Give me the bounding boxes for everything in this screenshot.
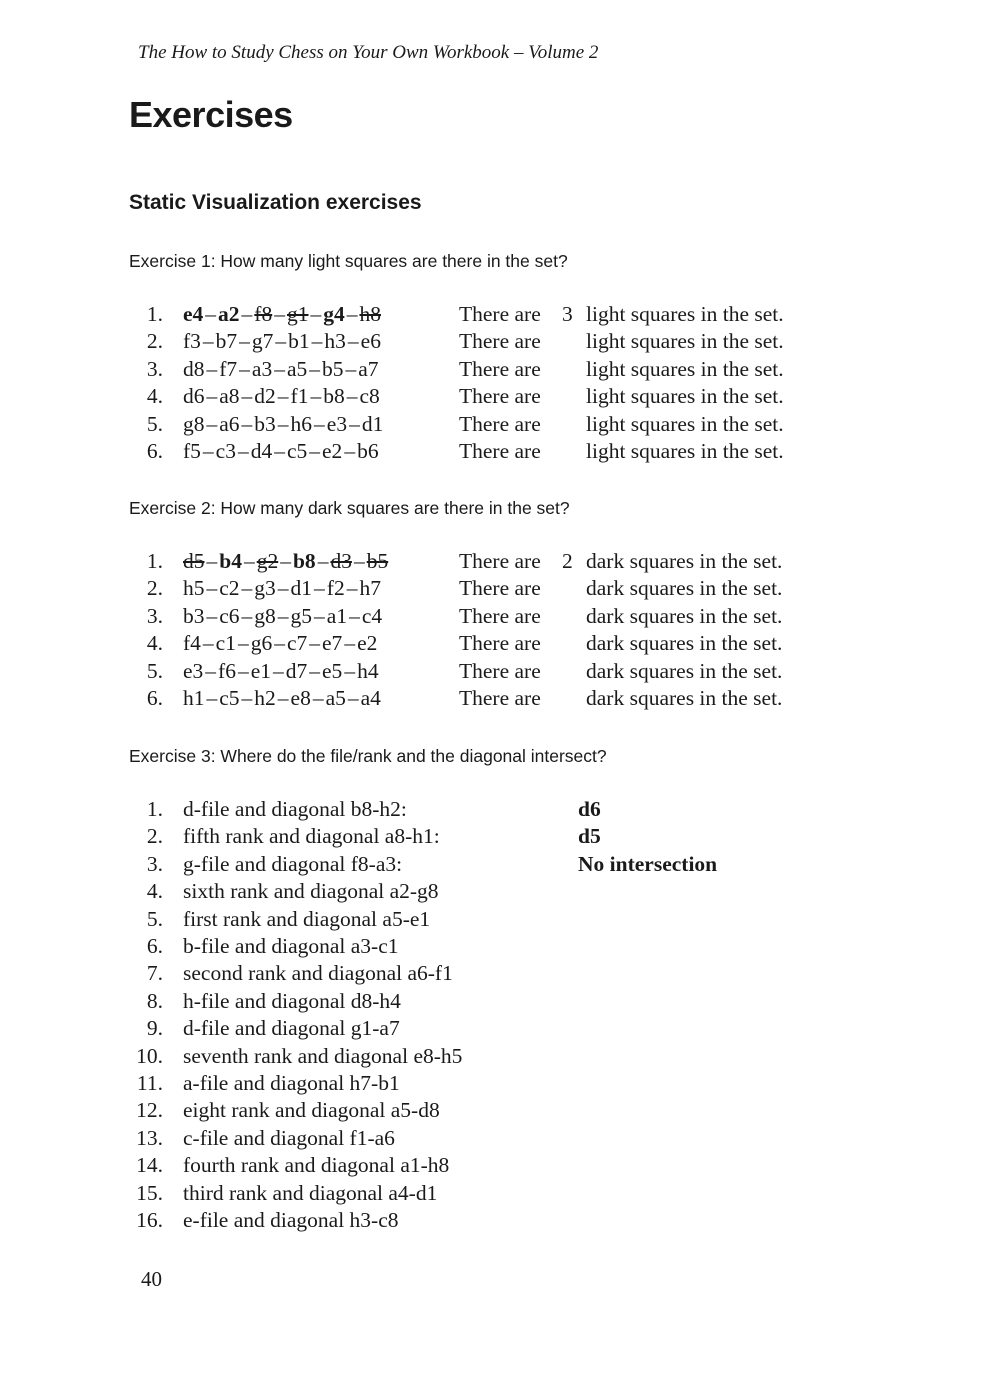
square-label: a4 xyxy=(360,686,381,710)
separator-dash: – xyxy=(237,439,249,463)
square-label: h1 xyxy=(183,686,205,710)
square-label: f8 xyxy=(254,302,273,326)
squares-suffix: light squares in the set. xyxy=(586,439,784,463)
exercise3-row xyxy=(0,1098,1000,1125)
separator-dash: – xyxy=(277,603,289,628)
square-label: a8 xyxy=(219,384,240,409)
square-label: b5 xyxy=(322,356,344,381)
square-label: e4 xyxy=(183,302,204,326)
square-sequence xyxy=(183,576,381,601)
separator-dash: – xyxy=(349,603,360,628)
separator-dash: – xyxy=(239,356,250,381)
separator-dash: – xyxy=(346,302,358,326)
squares-suffix: dark squares in the set. xyxy=(586,576,783,601)
exercise3-row xyxy=(0,824,1000,851)
square-label: d8 xyxy=(183,356,205,381)
exercise3-row xyxy=(0,852,1000,879)
page-number: 40 xyxy=(141,1267,162,1291)
square-label: f3 xyxy=(183,329,201,354)
item-number: 5. xyxy=(146,658,163,683)
exercise3-row xyxy=(0,797,1000,824)
square-label: c7 xyxy=(286,631,308,656)
answer-count: 2 xyxy=(562,549,573,573)
intersection-answer: No intersection xyxy=(578,851,718,876)
square-label: b6 xyxy=(357,439,379,463)
intersection-answer: d5 xyxy=(578,824,601,849)
square-label: a5 xyxy=(325,686,346,710)
separator-dash: – xyxy=(206,576,218,601)
there-are-label: There are xyxy=(459,549,541,573)
item-number: 15. xyxy=(136,1180,163,1205)
intersection-question: eight rank and diagonal a5-d8 xyxy=(183,1098,440,1123)
square-label: f7 xyxy=(219,356,238,381)
exercise3-row xyxy=(0,1126,1000,1153)
separator-dash: – xyxy=(312,686,324,710)
squares-suffix: light squares in the set. xyxy=(586,329,784,354)
squares-suffix: light squares in the set. xyxy=(586,411,784,436)
square-label: h2 xyxy=(254,686,276,710)
exercise1-row xyxy=(0,329,1000,356)
squares-suffix: light squares in the set. xyxy=(586,356,784,381)
separator-dash: – xyxy=(346,576,358,601)
squares-suffix: light squares in the set. xyxy=(586,302,784,326)
square-label: h8 xyxy=(359,302,381,326)
exercise3-row xyxy=(0,961,1000,988)
square-label: b8 xyxy=(323,384,345,409)
square-label: g8 xyxy=(254,603,276,628)
separator-dash: – xyxy=(202,631,214,656)
separator-dash: – xyxy=(274,631,285,656)
square-label: d2 xyxy=(254,384,276,409)
page-title: Exercises xyxy=(129,94,293,135)
separator-dash: – xyxy=(314,603,325,628)
intersection-question: d-file and diagonal g1-a7 xyxy=(183,1016,400,1041)
intersection-question: a-file and diagonal h7-b1 xyxy=(183,1071,400,1095)
separator-dash: – xyxy=(206,549,218,573)
square-label: g3 xyxy=(254,576,276,601)
square-label: a7 xyxy=(358,356,379,381)
exercise3-row xyxy=(0,1044,1000,1071)
item-number: 16. xyxy=(136,1208,163,1232)
squares-suffix: dark squares in the set. xyxy=(586,658,783,683)
exercise1-row xyxy=(0,302,1000,329)
separator-dash: – xyxy=(202,329,214,354)
intersection-question: c-file and diagonal f1-a6 xyxy=(183,1125,395,1150)
separator-dash: – xyxy=(243,549,255,573)
item-number: 3. xyxy=(146,356,163,381)
separator-dash: – xyxy=(344,658,356,683)
separator-dash: – xyxy=(345,356,357,381)
exercise3-row xyxy=(0,1208,1000,1235)
separator-dash: – xyxy=(317,549,329,573)
exercise2-row xyxy=(0,604,1000,631)
separator-dash: – xyxy=(274,439,285,463)
separator-dash: – xyxy=(309,356,321,381)
separator-dash: – xyxy=(310,302,322,326)
square-label: d6 xyxy=(183,384,205,409)
separator-dash: – xyxy=(346,384,358,409)
section-title: Static Visualization exercises xyxy=(129,191,422,214)
separator-dash: – xyxy=(237,658,249,683)
square-sequence xyxy=(183,549,388,574)
item-number: 1. xyxy=(146,797,163,821)
exercise2-row xyxy=(0,659,1000,686)
exercise3-prompt: Exercise 3: Where do the file/rank and the diagonal intersect? xyxy=(129,746,607,766)
there-are-label: There are xyxy=(459,631,541,656)
there-are-label: There are xyxy=(459,439,541,463)
intersection-answer: d6 xyxy=(578,797,601,821)
square-label: g8 xyxy=(183,411,205,436)
square-label: g4 xyxy=(323,302,345,326)
separator-dash: – xyxy=(202,439,214,463)
there-are-label: There are xyxy=(459,658,541,683)
there-are-label: There are xyxy=(459,411,541,436)
square-label: c5 xyxy=(286,439,308,463)
square-label: c5 xyxy=(219,686,240,710)
item-number: 12. xyxy=(136,1098,163,1123)
intersection-question: b-file and diagonal a3-c1 xyxy=(183,934,399,958)
exercise3-row xyxy=(0,879,1000,906)
there-are-label: There are xyxy=(459,384,541,409)
item-number: 3. xyxy=(146,603,163,628)
exercise3-row xyxy=(0,1181,1000,1208)
square-label: d7 xyxy=(285,658,308,683)
square-label: e3 xyxy=(326,411,348,436)
square-label: b8 xyxy=(292,549,316,573)
item-number: 1. xyxy=(146,302,163,326)
square-label: g1 xyxy=(286,302,309,326)
square-sequence xyxy=(183,659,379,684)
square-label: g2 xyxy=(256,549,279,573)
separator-dash: – xyxy=(310,384,322,409)
square-label: e1 xyxy=(250,658,272,683)
square-label: f6 xyxy=(218,658,236,683)
separator-dash: – xyxy=(344,439,356,463)
item-number: 3. xyxy=(146,851,163,876)
separator-dash: – xyxy=(274,302,285,326)
square-label: c3 xyxy=(215,439,236,463)
square-sequence xyxy=(183,412,383,437)
there-are-label: There are xyxy=(459,329,541,354)
intersection-question: e-file and diagonal h3-c8 xyxy=(183,1208,399,1232)
separator-dash: – xyxy=(309,658,321,683)
square-label: b1 xyxy=(288,329,310,354)
separator-dash: – xyxy=(241,384,253,409)
separator-dash: – xyxy=(277,384,289,409)
separator-dash: – xyxy=(349,411,360,436)
exercise3-row xyxy=(0,1071,1000,1098)
separator-dash: – xyxy=(206,356,218,381)
square-label: e2 xyxy=(357,631,378,656)
exercise2-row xyxy=(0,576,1000,603)
separator-dash: – xyxy=(241,603,253,628)
exercise1-row xyxy=(0,357,1000,384)
intersection-question: seventh rank and diagonal e8-h5 xyxy=(183,1043,463,1068)
separator-dash: – xyxy=(241,302,253,326)
square-label: a6 xyxy=(219,411,240,436)
intersection-question: second rank and diagonal a6-f1 xyxy=(183,961,453,986)
running-head: The How to Study Chess on Your Own Workbook – Volume 2 xyxy=(138,42,599,63)
item-number: 13. xyxy=(136,1125,163,1150)
separator-dash: – xyxy=(314,576,325,601)
square-sequence xyxy=(183,631,377,656)
exercise3-row xyxy=(0,907,1000,934)
separator-dash: – xyxy=(277,411,289,436)
square-sequence xyxy=(183,686,381,711)
item-number: 2. xyxy=(146,329,163,354)
item-number: 4. xyxy=(146,631,163,656)
item-number: 6. xyxy=(146,686,163,710)
square-label: h5 xyxy=(183,576,205,601)
separator-dash: – xyxy=(241,576,253,601)
square-label: h7 xyxy=(359,576,381,601)
square-label: d3 xyxy=(330,549,352,573)
item-number: 4. xyxy=(146,879,163,904)
separator-dash: – xyxy=(344,631,356,656)
exercise1-prompt: Exercise 1: How many light squares are there in the set? xyxy=(129,251,568,271)
square-label: g6 xyxy=(250,631,273,656)
square-label: f1 xyxy=(290,384,309,409)
separator-dash: – xyxy=(241,686,253,710)
square-label: d1 xyxy=(361,411,384,436)
square-label: d5 xyxy=(183,549,205,573)
there-are-label: There are xyxy=(459,603,541,628)
squares-suffix: light squares in the set. xyxy=(586,384,784,409)
squares-suffix: dark squares in the set. xyxy=(586,549,783,573)
item-number: 2. xyxy=(146,824,163,849)
square-label: c8 xyxy=(359,384,380,409)
exercise2-row xyxy=(0,686,1000,713)
square-label: b5 xyxy=(366,549,389,573)
separator-dash: – xyxy=(205,302,217,326)
separator-dash: – xyxy=(353,549,365,573)
square-label: b3 xyxy=(254,411,276,436)
square-label: h4 xyxy=(357,658,379,683)
squares-suffix: dark squares in the set. xyxy=(586,603,783,628)
item-number: 5. xyxy=(146,411,163,436)
square-label: a3 xyxy=(251,356,273,381)
square-label: a2 xyxy=(218,302,240,326)
separator-dash: – xyxy=(277,576,289,601)
square-label: f2 xyxy=(326,576,345,601)
there-are-label: There are xyxy=(459,356,541,381)
square-label: e8 xyxy=(290,686,311,710)
squares-suffix: dark squares in the set. xyxy=(586,631,783,656)
square-label: g7 xyxy=(251,329,274,354)
item-number: 14. xyxy=(136,1153,163,1178)
answer-count: 3 xyxy=(562,302,573,326)
intersection-question: sixth rank and diagonal a2-g8 xyxy=(183,879,439,904)
square-label: b4 xyxy=(219,549,242,573)
intersection-question: fourth rank and diagonal a1-h8 xyxy=(183,1153,450,1178)
square-label: c6 xyxy=(219,603,240,628)
square-label: c4 xyxy=(361,603,383,628)
exercise3-row xyxy=(0,1016,1000,1043)
square-sequence xyxy=(183,329,381,354)
exercise2-row xyxy=(0,631,1000,658)
item-number: 7. xyxy=(146,961,163,986)
square-label: e6 xyxy=(360,329,381,354)
squares-suffix: dark squares in the set. xyxy=(586,686,783,710)
item-number: 8. xyxy=(146,988,163,1013)
item-number: 5. xyxy=(146,906,163,931)
separator-dash: – xyxy=(274,356,285,381)
exercise3-row xyxy=(0,1153,1000,1180)
square-label: h6 xyxy=(290,411,313,436)
separator-dash: – xyxy=(314,411,325,436)
separator-dash: – xyxy=(277,686,289,710)
exercise1-row xyxy=(0,439,1000,466)
separator-dash: – xyxy=(206,384,218,409)
square-label: d1 xyxy=(290,576,313,601)
there-are-label: There are xyxy=(459,686,541,710)
separator-dash: – xyxy=(347,329,359,354)
exercise1-row xyxy=(0,412,1000,439)
separator-dash: – xyxy=(280,549,291,573)
square-sequence xyxy=(183,302,381,327)
item-number: 10. xyxy=(136,1043,163,1068)
exercise3-row xyxy=(0,989,1000,1016)
square-sequence xyxy=(183,439,379,464)
square-label: f5 xyxy=(183,439,201,463)
square-label: e3 xyxy=(183,658,204,683)
separator-dash: – xyxy=(237,631,249,656)
square-label: b3 xyxy=(183,603,205,628)
separator-dash: – xyxy=(241,411,253,436)
item-number: 11. xyxy=(136,1071,163,1095)
intersection-question: first rank and diagonal a5-e1 xyxy=(183,906,431,931)
exercise3-row xyxy=(0,934,1000,961)
exercise2-prompt: Exercise 2: How many dark squares are there in the set? xyxy=(129,498,570,518)
item-number: 9. xyxy=(146,1016,163,1041)
separator-dash: – xyxy=(309,631,321,656)
intersection-question: fifth rank and diagonal a8-h1: xyxy=(183,824,440,849)
item-number: 6. xyxy=(146,934,163,958)
item-number: 4. xyxy=(146,384,163,409)
square-sequence xyxy=(183,357,379,382)
separator-dash: – xyxy=(239,329,250,354)
square-label: e5 xyxy=(322,658,343,683)
intersection-question: h-file and diagonal d8-h4 xyxy=(183,988,401,1013)
exercise2-row xyxy=(0,549,1000,576)
square-label: h3 xyxy=(324,329,346,354)
square-label: e7 xyxy=(322,631,343,656)
separator-dash: – xyxy=(311,329,323,354)
square-sequence xyxy=(183,384,380,409)
square-label: f4 xyxy=(183,631,201,656)
separator-dash: – xyxy=(347,686,359,710)
separator-dash: – xyxy=(206,411,218,436)
square-label: e2 xyxy=(322,439,343,463)
separator-dash: – xyxy=(275,329,287,354)
item-number: 6. xyxy=(146,439,163,463)
square-label: c2 xyxy=(219,576,240,601)
item-number: 2. xyxy=(146,576,163,601)
exercise1-row xyxy=(0,384,1000,411)
intersection-question: third rank and diagonal a4-d1 xyxy=(183,1180,438,1205)
there-are-label: There are xyxy=(459,302,541,326)
separator-dash: – xyxy=(273,658,284,683)
square-label: a1 xyxy=(326,603,348,628)
square-label: d4 xyxy=(250,439,273,463)
square-label: b7 xyxy=(215,329,238,354)
separator-dash: – xyxy=(206,686,218,710)
square-sequence xyxy=(183,604,382,629)
intersection-question: g-file and diagonal f8-a3: xyxy=(183,851,403,876)
square-label: a5 xyxy=(286,356,308,381)
separator-dash: – xyxy=(205,658,217,683)
separator-dash: – xyxy=(309,439,321,463)
there-are-label: There are xyxy=(459,576,541,601)
separator-dash: – xyxy=(206,603,218,628)
intersection-question: d-file and diagonal b8-h2: xyxy=(183,797,407,821)
square-label: g5 xyxy=(290,603,313,628)
item-number: 1. xyxy=(146,549,163,573)
square-label: c1 xyxy=(215,631,236,656)
